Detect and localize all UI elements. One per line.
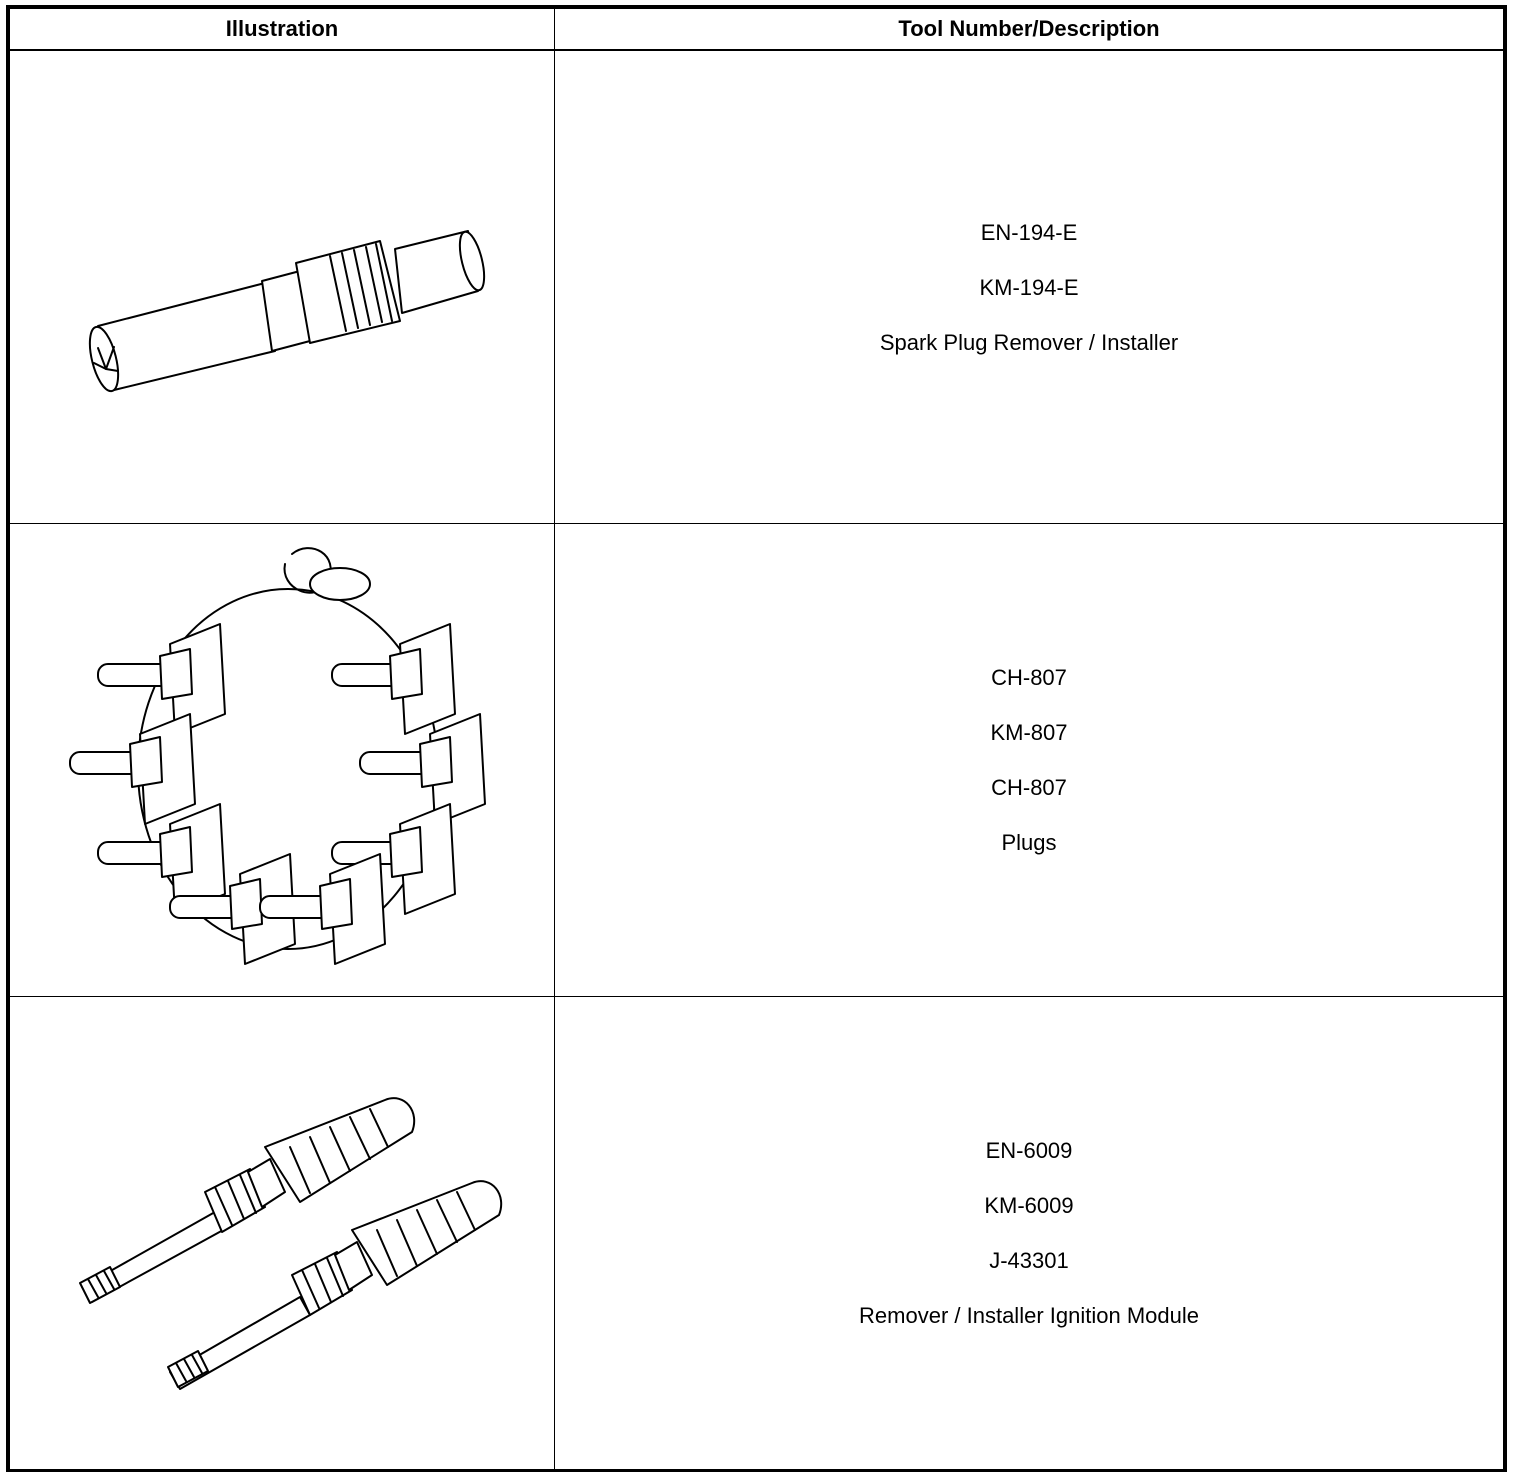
tool-description-cell	[555, 50, 1504, 524]
tool-number: KM-194-E	[979, 274, 1079, 300]
table-row	[10, 524, 1504, 997]
tool-number: EN-194-E	[980, 219, 1078, 245]
illustration-cell	[10, 997, 555, 1470]
tool-number: KM-807	[990, 720, 1068, 745]
tool-number: J-43301	[989, 1248, 1069, 1273]
header-illustration: Illustration	[10, 9, 555, 51]
tool-description: Spark Plug Remover / Installer	[879, 329, 1179, 355]
tool-description-cell	[555, 997, 1504, 1470]
table-row	[10, 50, 1504, 524]
header-tool-number-description: Tool Number/Description	[555, 9, 1504, 51]
tool-table-frame	[6, 5, 1507, 1472]
tool-description: Remover / Installer Ignition Module	[859, 1303, 1199, 1328]
tool-number: EN-6009	[985, 1138, 1073, 1163]
tool-number: CH-807	[991, 665, 1067, 690]
ignition-module-tool-icon	[10, 997, 554, 1469]
tool-description: Plugs	[1001, 830, 1057, 855]
tool-number: CH-807	[991, 775, 1067, 800]
plugs-ring-icon	[10, 524, 554, 996]
tool-table	[9, 8, 1504, 1470]
tool-description-cell	[555, 524, 1504, 997]
illustration-cell	[10, 50, 555, 524]
illustration-cell	[10, 524, 555, 997]
table-header-row	[10, 9, 1504, 51]
spark-plug-remover-icon	[10, 51, 554, 523]
tool-number: KM-6009	[984, 1193, 1074, 1218]
table-row	[10, 997, 1504, 1470]
